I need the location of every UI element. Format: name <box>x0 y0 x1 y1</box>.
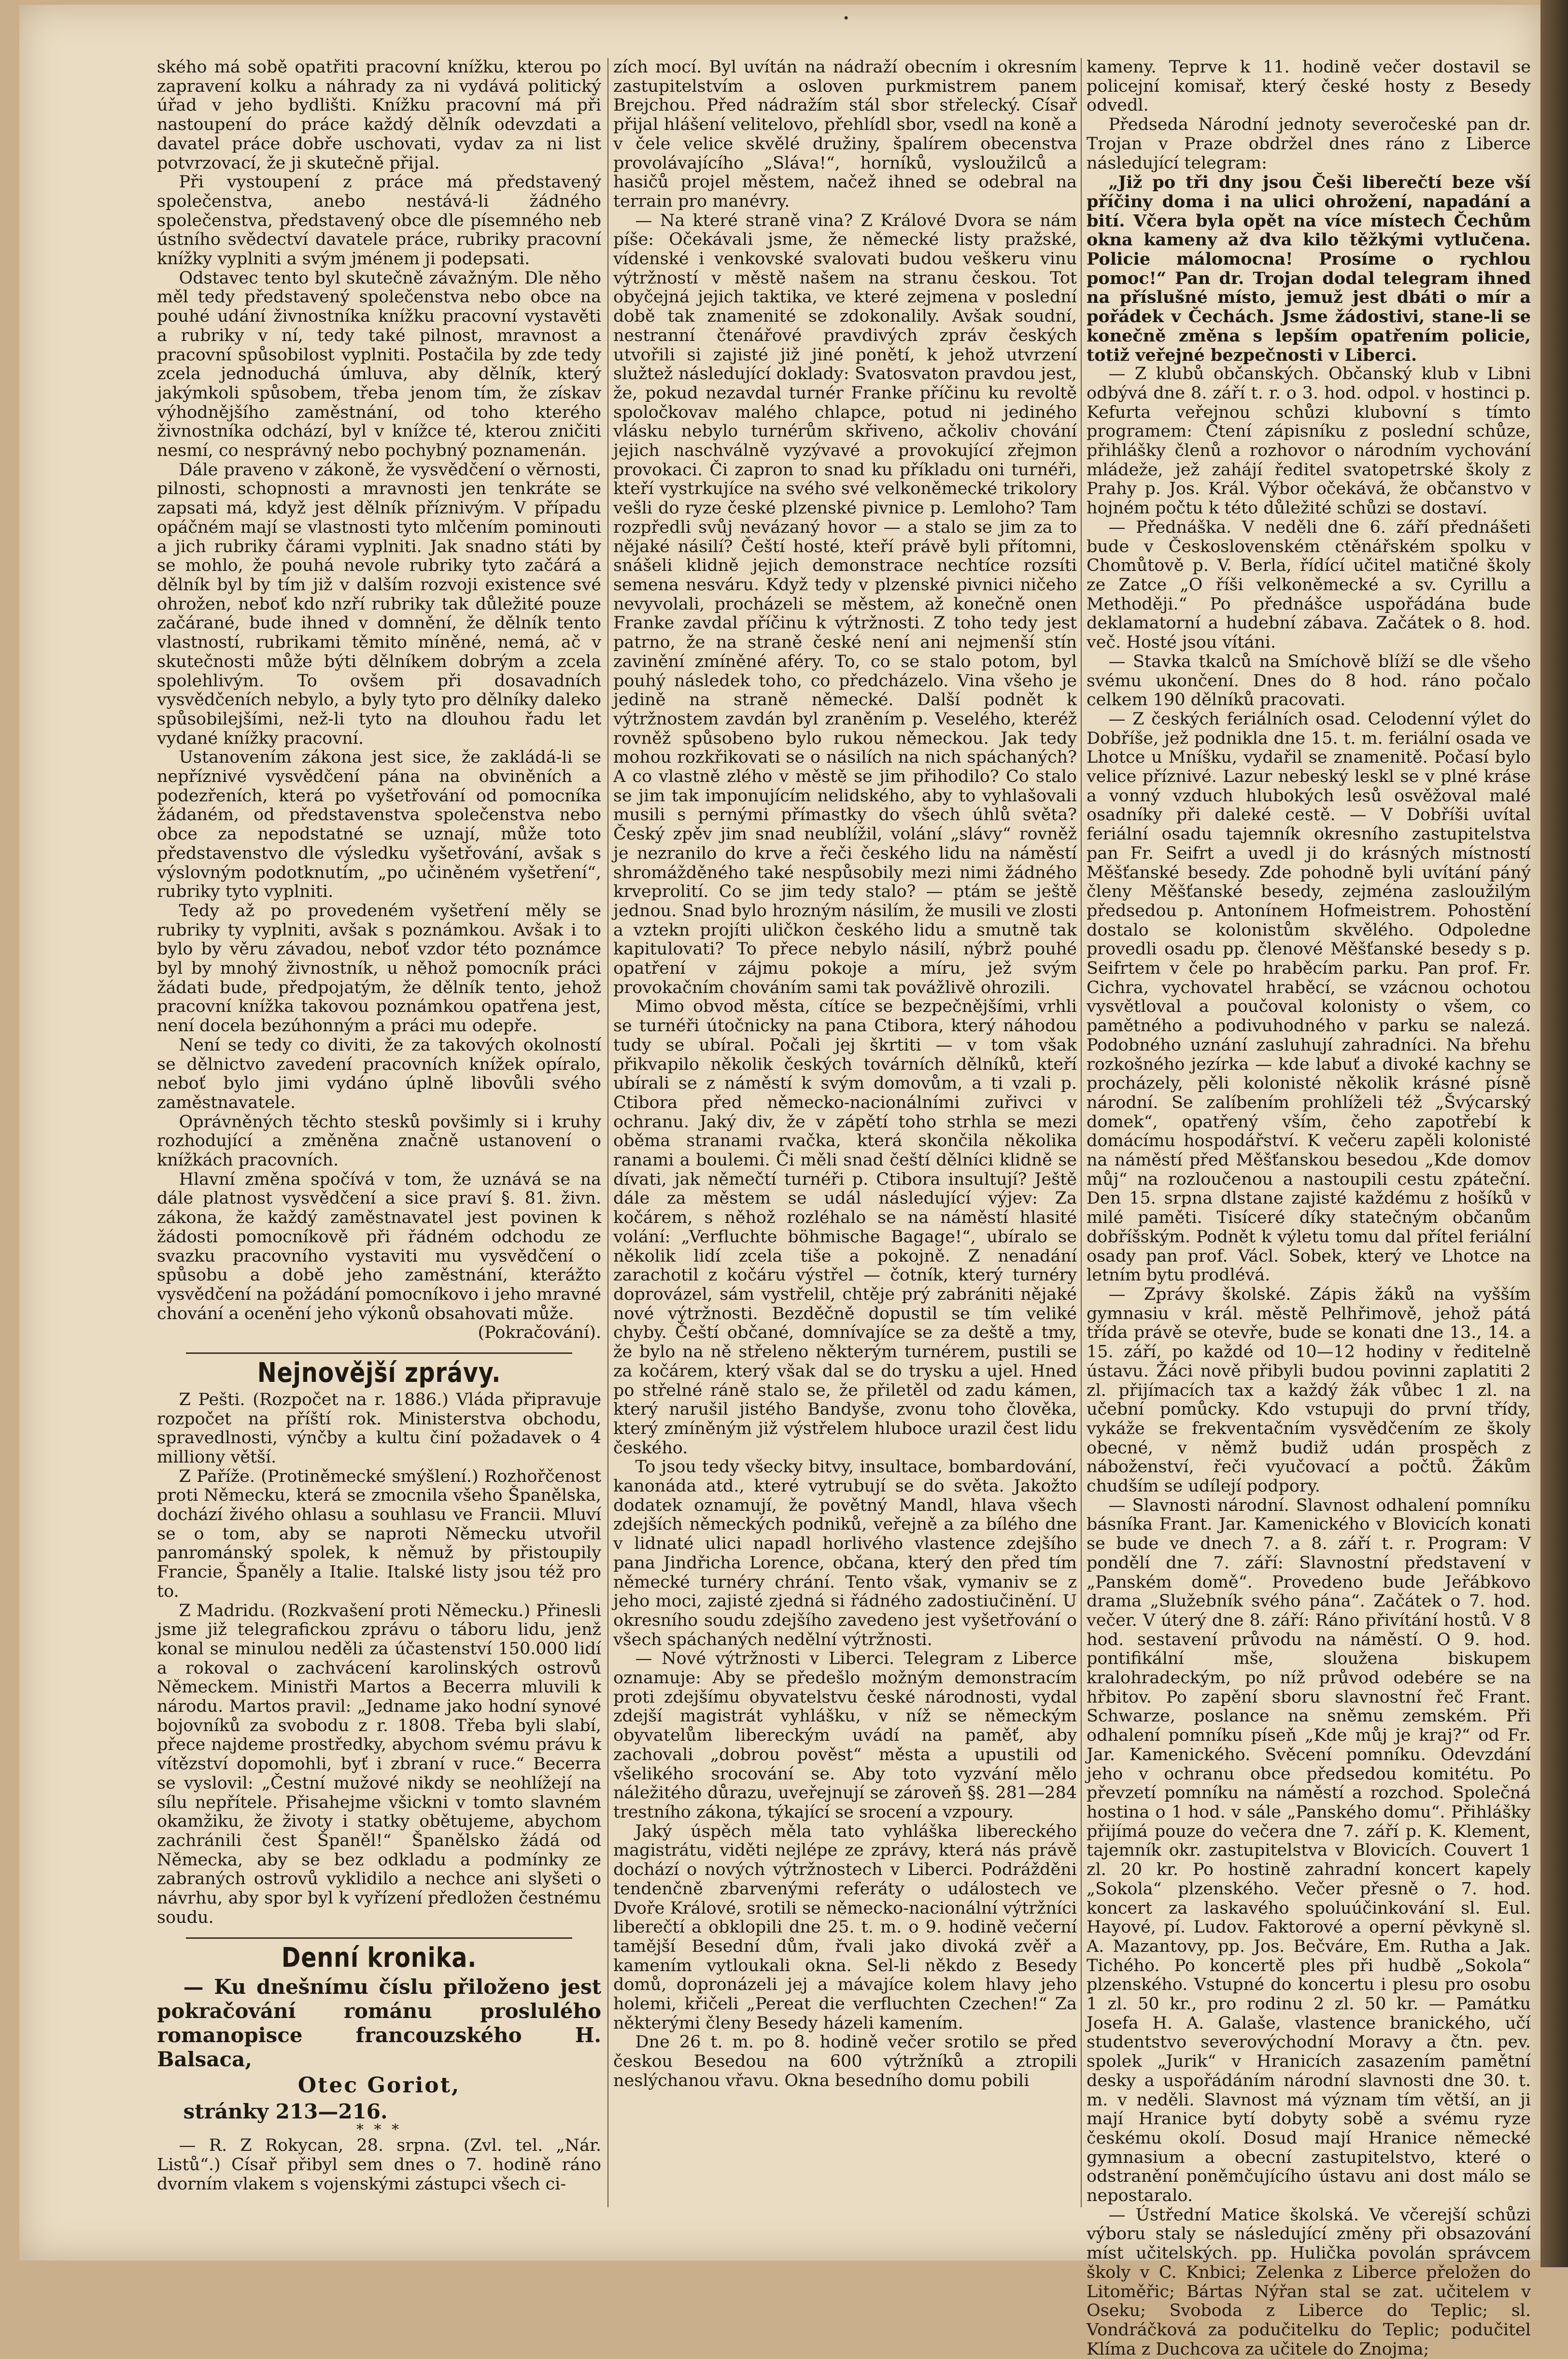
paragraph: — Z klubů občanských. Občanský klub v Libni odbývá dne 8. září t. r. o 3. hod. odpol. v hostinci p. Kefurta veřejnou schůzi klubovní s tímto programem: Čtení zápisníku z poslední schůze, přihlášky členů a rozhovor o národním vychování mládeže, jež zahájí ředitel svatopetrské školy z Prahy p. Jos. Král. Výbor očekává, že občanstvo v hojném počtu k této důležité schůzi se dostaví. <box>1087 364 1531 518</box>
paragraph: Dále praveno v zákoně, že vysvědčení o věrnosti, pilnosti, schopnosti a mravnosti jen tenkráte se zapsati má, když jest dělník příznivým. V případu opáčném mají se vlastnosti tyto mlčením pominouti a jich rubriky čárami vyplniti. Jak snadno státi by se mohlo, že pouhá nevole rubriky tyto začárá a dělník byl by tím již v dalším rozvoji existence své ohrožen, neboť kdo nzří rubriky tak důležité pouze začárané, bude ihned v domnění, že dělník tento vlastností, rubrikami těmito míněné, nemá, ač v skutečnosti může býti dělníkem dobrým a zcela spolehlivým. To ovšem při dosavadních vysvědčeních nebylo, a byly tyto pro dělníky daleko spůsobilejšími, než-li tyto na dlouhou řadu let vydané knížky pracovní. <box>157 460 601 748</box>
section-heading-news: Nejnovější zprávy. <box>257 1357 501 1389</box>
paragraph: Tedy až po provedeném vyšetření měly se rubriky ty vyplniti, avšak s poznámkou. Avšak i to bylo by věru závadou, neboť vzdor této poznámce byl by mnohý živnostník, u něhož pomocník práci žádati bude, předpojatým, že dělník tento, jehož pracovní knížka takovou poznámkou opatřena jest, není docela bezúhonným a práci mu odepře. <box>157 901 601 1036</box>
column-3 <box>1087 57 1531 2359</box>
paragraph: Ustanovením zákona jest sice, že zakládá-li se nepříznivé vysvědčení pána na obviněních a podezřeních, která po vyšetřování od pomocníka žádaném, od představenstva společenstva nebo obce za nepodstatné se uznají, může toto představenstvo dle výsledku vyšetřování, avšak s výslovným podotknutím, „po učiněném vyšetření“, rubriky tyto vyplniti. <box>157 748 601 902</box>
paragraph: Není se tedy co diviti, že za takových okolností se dělnictvo zavedení pracovních knížek opíralo, neboť bylo jimi vydáno úplně libovůli svého zaměstnavatele. <box>157 1035 601 1112</box>
paragraph: — Z českých feriálních osad. Celodenní výlet do Dobříše, jež podnikla dne 15. t. m. feriální osada ve Lhotce u Mníšku, vydařil se znamenitě. Počasí bylo velice příznivé. Lazur nebeský leskl se v plné kráse a vonný vzduch hlubokých lesů osvěžoval malé osadníky při daleké cestě. — V Dobříši uvítal feriální osadu tajemník okresního zastupitelstva pan Fr. Seifrt a uvedl ji do krásných místností Měšťanské besedy. Zde pohodně byli uvítání páný členy Měšťanské besedy, zejména zasloužilým předsedou p. Antonínem Hofmeistrem. Pohostění dostalo se kolonistům skvělého. Odpoledne provedli osadu pp. členové Měšťanské besedy s p. Seifrtem v čele po hraběcím parku. Pan prof. Fr. Cichra, vychovatel hraběcí, se vzácnou ochotou vysvětloval a poučoval kolonisty o všem, co pamětného a podivuhodného v parku se nalezá. Podobného uznání zasluhují zahradníci. Na břehu rozkošného jezírka — kde labuť a divoké kachny se procházely, pěli kolonisté několik krásné písně národní. Se zalíbením prohlíželi též „Švýcarský domek“, opatřený vším, čeho zapotřebí k domácímu hospodářství. K večeru zapěli kolonisté na náměstí před Měšťanskou besedou „Kde domov můj“ na rozloučenou a nastoupili cestu zpáteční. Den 15. srpna dlstane zajisté každému z hošíků v milé paměti. Tisíceré díky statečným občanům dobříšským. Podnět k výletu tomu dal přítel feriální osady pan prof. Václ. Sobek, který ve Lhotce na letním bytu prodlévá. <box>1087 709 1531 1285</box>
news-item: Z Paříže. (Protiněmecké smýšlení.) Rozhořčenost proti Německu, která se zmocnila všeho Španělska, dochází živého ohlasu a souhlasu ve Francii. Mluví se o tom, aby se naproti Německu utvořil panrománský spolek, k němuž by přistoupily Francie, Španěly a Italie. Italské listy jsou též pro to. <box>157 1466 601 1601</box>
separator-stars: * * * <box>356 2121 402 2139</box>
paragraph: — Na které straně vina? Z Králové Dvora se nám píše: Očekávali jsme, že německé listy pražské, vídenské i venkovské svalovati budou veškeru vinu výtržností v městě našem na stranu českou. Tot obyčejná jejich taktika, ve které zejmena v poslední době tak znamenité se zdokonalily. Avšak soudní, nestranní čtenářové pravdivých zpráv českých utvořili si zajisté již jiné ponětí, k jehož utvrzení služtež následující doklady: Svatosvaton pravdou jest, že, pokud nezavdal turnér Franke příčinu ku revoltě spoločkovav malého chlapce, potud ni jediného vlásku nebylo turnérům skřiveno, ačkoliv chování jejich naschválně vyzývavé a provokující zřejmon provokaci. Či zapron to snad ku příkladu oni turnéři, kteří vystrkujíce na svého své velkoněmecké trikolory vešli do ryze české plzenské pivnice p. Lemloho? Tam rozpředli svůj nevázaný hovor — a stalo se jim za to nějaké násilí? Čeští hosté, kteří právě byli přítomni, snášeli klidně jejich demonstrace nechtíce rozsíti semena nesváru. Když tedy v plzenské pivnici ničeho nevyvolali, procházeli se městem, až konečně onen Franke zavdal příčinu k výtržnosti. Z toho tedy jest patrno, že na straně české není ani nejmenší stín zavinění zmíněné aféry. To, co se stalo potom, byl pouhý následek toho, co předcházelo. Vina všeho je jedině na straně německé. Další podnět k výtržnostem zavdán byl zraněním p. Veselého, kteréž rovněž spůsobeno bylo rukou německou. Jak tedy mohou rozkřikovati se o násilích na nich spáchaných? A co vlastně zlého v městě se jim přihodilo? Co stalo se jim tak imponujícím nelidského, aby to vyhlašovali musili s pernými přímastky do všech úhlů světa? Český zpěv jim snad neublížil, volání „slávy“ rovněž je nezranilo do krve a řeči českého lidu na náměstí shromážděného také nespůsobily mezi nimi žádného krveprolití. Co se jim tedy stalo? — ptám se ještě jednou. Snad bylo hrozným násilím, že musili ve zlosti a vztekn projíti uličkon českého lidu a smutně tak kapitulovati? To přece nebylo násilí, nýbrž pouhé opatření v zájmu pokoje a míru, jež svým provokačním chováním sami tak povážlivě ohrozili. <box>613 211 1077 997</box>
paragraph: Oprávněných těchto stesků povšimly si i kruhy rozhodující a změněna značně ustanovení o knížkách pracovních. <box>157 1112 601 1170</box>
supplement-notice: — Ku dnešnímu číslu přiloženo jest pokračování románu proslulého romanopisce francouzského H. Balsaca, <box>157 1975 601 2072</box>
news-item: Z Pešti. (Rozpočet na r. 1886.) Vláda připravuje rozpočet na příští rok. Ministerstva obchodu, spravedlnosti, výnčby a kultu činí požadavek o 4 milliony větší. <box>157 1390 601 1467</box>
paragraph: Při vystoupení z práce má představený společenstva, anebo nestává-li žádného společenstva, představený obce dle písemného neb ústního svědectví davatele práce, rubriky pracovní knížky vyplniti a svým jménem ji podepsati. <box>157 172 601 269</box>
paragraph: zích mocí. Byl uvítán na nádraží obecním i okresním zastupitelstvím a osloven purkmistrem panem Brejchou. Před nádražím stál sbor střelecký. Císař přijal hlášení velitelovo, přehlídl sbor, vsedl na koně a v čele velice skvělé družiny, špalírem obecenstva provolávajícího „Sláva!“, horníků, vysloužilců a hasičů projel městem, načež ihned se odebral na terrain pro manévry. <box>613 57 1077 211</box>
paragraph: Odstavec tento byl skutečně závažným. Dle něho měl tedy představený společenstva nebo obce na pouhé udání živnostníka knížku pracovní vystavěti a rubriky v ní, tedy také pilnost, mravnost a pracovní spůsobilost vyplniti. Postačila by zde tedy zcela jednoduchá úmluva, aby dělník, který jakýmkoli spůsobem, třeba jenom tím, že získav výhodnějšího zaměstnání, od toho kterého živnostníka odchází, byl v knížce té, kterou zničiti nesmí, co nesprávný nebo pochybný poznamenán. <box>157 268 601 461</box>
paragraph: Mimo obvod města, cítíce se bezpečnějšími, vrhli se turnéři útočnicky na pana Ctibora, který náhodou tudy se ubíral. Počali jej škrtiti — v tom však přikvapilo několik českých továrních dělníků, kteří ubírali se z náměstí k svým domovům, a ti vzali p. Ctibora před německo-nacionálními zuřivci v ochranu. Jaký div, že v zápětí toho strhla se mezi oběma stranami rvačka, která skončila několika ranami a boulemi. Či měli snad čeští dělníci klidně se dívati, jak němečtí turnéři p. Ctibora insultují? Ještě dále za městem se udál následující výjev: Za kočárem, s něhož rozléhalo se na náměstí hlasité volání: „Verfluchte böhmische Bagage!“, ubíralo se několik lidí zcela tiše a pokojně. Z nenadání zarachotil z kočáru výstřel — čotník, který turnéry doprovázel, sám vystřelil, chtěje prý zabrániti nějaké nové výtržnosti. Bezděčně dopustil se tím veliké chyby. Čeští občané, domnívajíce se za deště a tmy, že bylo na ně střeleno některým turnérem, pustili se za kočárem, který však dal se do trysku a ujel. Hned po střelné ráně stalo se, že přiletěl od zadu kámen, který narušil jistého Bandyše, zvonu toho člověka, který zmíněným již výstřelem hluboce urazil čest lidu českého. <box>613 997 1077 1458</box>
paragraph: — Ústřední Matice školská. Ve včerejší schůzi výboru staly se následující změny při obsazování míst učitelských. pp. Hulička povolán správcem školy v C. Knbici; Zelenka z Liberce přeložen do Litoměřic; Bártas Nýřan stal se zat. učitelem v Oseku; Svoboda z Liberce do Teplic; sl. Vondráčková za podučitelku do Teplic; podučitel Klíma z Duchcova za učitele do Znojma; <box>1087 2205 1531 2359</box>
newspaper-page <box>19 5 1540 2359</box>
paragraph: ského má sobě opatřiti pracovní knížku, kterou po zapravení kolku a náhrady za ni vydává politický úřad v jeho bydlišti. Knížku pracovní má při nastoupení do práce každý dělník odevzdati a davatel práce dobře uschovati, vydav za ni list potvrzovací, že ji skutečně přijal. <box>157 57 601 173</box>
paragraph: Jaký úspěch měla tato vyhláška libereckého magistrátu, viděti nejlépe ze zprávy, která nás právě dochází o nových výtržnostech v Liberci. Podrážděni tendenčně zbarvenými referáty o událostech ve Dvoře Králové, srotili se německo-nacionální výtržníci liberečtí a obklopili dne 25. t. m. o 9. hodině večerní tamější Besední dům, řvali jako divoká zvěř a kamením vytloukali okna. Sel-li někdo z Besedy domů, dopronázeli jej a mávajíce kolem hlavy jeho holemi, křičeli „Pereat die verfluchten Czechen!“ Za některými členy Besedy házeli kamením. <box>613 1821 1077 2033</box>
section-divider <box>186 1352 572 1354</box>
page-mark: • <box>843 12 850 25</box>
paragraph: Hlavní změna spočívá v tom, že uznává se na dále platnost vysvědčení a sice praví §. 81. živn. zákona, že každý zaměstnavatel jest povinen k žádosti pomocníkově při řádném odchodu ze svazku pracovního vystaviti mu vysvědčení o spůsobu a době jeho zaměstnání, kterážto vysvědčení na požádání pomocníkovo i jeho mravné chování a ocenění jeho výkonů obsahovati může. <box>157 1169 601 1323</box>
column-rule <box>607 58 608 2207</box>
paragraph: — Stavka tkalců na Smíchově blíží se dle všeho svému ukončení. Dnes do 8 hod. ráno počalo celkem 190 dělníků pracovati. <box>1087 652 1531 710</box>
paragraph: kameny. Teprve k 11. hodině večer dostavil se policejní komisař, který české hosty z Besedy odvedl. <box>1087 57 1531 115</box>
continuation-note: (Pokračování). <box>478 1323 601 1343</box>
section-heading-chronicle: Denní kronika. <box>281 1942 477 1974</box>
paragraph: Dne 26 t. m. po 8. hodině večer srotilo se před českou Besedou na 600 výtržníků a ztropili neslýchanou vřavu. Okna besedního domu pobili <box>613 2032 1077 2090</box>
paragraph: — Nové výtržnosti v Liberci. Telegram z Liberce oznamuje: Aby se předešlo možným demonstracím proti zdejšímu obyvatelstvu české národnosti, vydal zdejší magistrát vyhlášku, v níž se německým obyvatelům libereckým uvádí na paměť, aby zachovali „dobrou pověst“ města a upustili od všelikého srocování se. Aby toto vyzvání mělo náležitého důrazu, uveřejnují se zároveň §§. 281—284 trestního zákona, týkající se srocení a vzpoury. <box>613 1649 1077 1822</box>
column-rule <box>1081 58 1082 2207</box>
news-item: Z Madridu. (Rozkvašení proti Německu.) Přinesli jsme již telegrafickou zprávu o táboru lidu, jenž konal se minulou neděli za účastenství 150.000 lidí a rokoval o zachvácení karolinských ostrovů Německem. Ministři Martos a Becerra mluvili k národu. Martos pravil: „Jedname jako hodní synové bojovníků za svobodu z r. 1808. Třeba byli slabí, přece najdeme prostředky, abychom svému právu k vítězství dopomohli, byť i zbraní v ruce.“ Becerra se vyslovil: „Čestní mužové nikdy se neohlížejí na sílu nepřítele. Přisahejme všickni v tomto slavném okamžiku, že životy i statky obětujeme, abychom zachránili čest Španěl!“ Španělsko žádá od Německa, aby se bez odkladu a podmínky ze zabraných ostrovů vyklidilo a nechce ani slyšeti o návrhu, aby spor byl k vyřízení předložen čestnému soudu. <box>157 1601 601 1927</box>
page-edge <box>1540 0 1568 2267</box>
novel-title: Otec Goriot, <box>297 2073 461 2098</box>
paragraph: — Přednáška. V neděli dne 6. září přednášeti bude v Československém ctěnářském spolku v Chomůtově p. V. Berla, řídící učitel matičné školy ze Zatce „O říši velkoněmecké a sv. Cyrillu a Methoději.“ Po přednášce uspořádána bude deklamatorní a hudební zábava. Začátek o 8. hod. več. Hosté jsou vítáni. <box>1087 517 1531 653</box>
novel-pages: stránky 213—216. <box>183 2100 388 2124</box>
section-divider <box>186 1937 572 1939</box>
paragraph: Předseda Národní jednoty severočeské pan dr. Trojan v Praze obdržel dnes ráno z Liberce následující telegram: <box>1087 115 1531 173</box>
paragraph: — Zprávy školské. Zápis žáků na vyšším gymnasiu v král. městě Pelhřimově, jehož pátá třída právě se otevře, bude se konati dne 13., 14. a 15. září, po každé od 10—12 hodiny v ředitelně ústavu. Žáci nově přibyli budou povinni zaplatiti 2 zl. přijímacích tax a každý žák vůbec 1 zl. na učební pomůcky. Kdo vstupuji do první třídy, vykáže se frekventačním vysvědčením ze školy obecné, v němž budiž udán prospěch z náboženství, řeči vyučovací a počtů. Žákům chudším se udílejí podpory. <box>1087 1285 1531 1496</box>
paragraph: — Slavnosti národní. Slavnost odhalení pomníku básníka Frant. Jar. Kamenického v Blovicích konati se bude ve dnech 7. a 8. září t. r. Program: V pondělí dne 7. září: Slavnostní představení v „Panském domě“. Provedeno bude Jeřábkovo drama „Služebník svého pána“. Začátek o 7. hod. večer. V úterý dne 8. září: Ráno přivítání hostů. V 8 hod. sestavení průvodu na náměstí. O 9. hod. pontifikální mše, sloužena biskupem kralohradeckým, po níž průvod odebére se na hřbitov. Po zapění sboru slavnostní řeč Frant. Schwarze, poslance na sněmu zemském. Při odhalení pomníku píseň „Kde můj je kraj?“ od Fr. Jar. Kamenického. Svěcení pomníku. Odevzdání jeho v ochranu obce předsedou komitétu. Po převzetí pomníku na náměstí a rozchod. Společná hostina o 1 hod. v sále „Panského domu“. Přihlášky přijímá pouze do večera dne 7. září p. K. Klement, tajemník okr. zastupitelstva v Blovicích. Couvert 1 zl. 20 kr. Po hostině zahradní koncert kapely „Sokola“ plzenského. Večer přesně o 7. hod. koncert za laskavého spoluúčinkování sl. Eul. Hayové, pí. Ludov. Faktorové a operní pěvkyně sl. A. Mazantovy, pp. Jos. Bečváre, Em. Rutha a Jak. Tichého. Po koncertě ples při hudbě „Sokola“ plzenského. Vstupné do koncertu i plesu pro osobu 1 zl. 50 kr., pro rodinu 2 zl. 50 kr. — Památku Josefa H. A. Galaše, vlastence branického, učí studentstvo severovýchodní Moravy a čtn. pev. spolek „Jurik“ v Hranicích zasazením pamětní desky a uspořádáním národní slavnosti dne 30. t. m. v neděli. Slavnost má význam tím větší, an ji mají Hranice bytí dobyty sobě a svému ryze českému okolí. Dosud mají Hranice německé gymnasium a obecní zastupitelstvo, které o odstranění poněmčujícího ústavu ani dost málo se nepostaralo. <box>1087 1495 1531 2206</box>
column-1 <box>157 58 601 2241</box>
news-item: — R. Z Rokycan, 28. srpna. (Zvl. tel. „Nár. Listů“.) Císař přibyl sem dnes o 7. hodině ráno dvorním vlakem s vojenskými zástupci všech ci- <box>157 2136 601 2194</box>
paragraph: To jsou tedy všecky bitvy, insultace, bombardování, kanonáda atd., které vytrubují se do světa. Jakožto dodatek oznamují, že povětný Mandl, hlava všech zdejších německých podniků, veřejně a za bílého dne v lidnaté ulici napadl horlivého vlastence zdejšího pana Jindřicha Lorence, občana, který den před tím německé turnéry chrání. Tento však, vymaniv se z jeho moci, zajisté zjedná si řádného zadostiučinění. U okresního soudu zdejšího zavedeno jest vyšetřování o všech spáchaných nedělní výtržnosti. <box>613 1457 1077 1649</box>
telegram-quote: „Již po tři dny jsou Češi liberečtí beze vší příčiny doma i na ulici ohrožení, napadání a bití. Včera byla opět na více místech Čechům okna kameny až dva kilo těžkými vytlučena. Policie málomocna! Prosíme o rychlou pomoc!“ Pan dr. Trojan dodal telegram ihned na příslušné místo, jemuž jest dbáti o mír a pořádek v Čechách. Jsme žádostivi, stane-li se konečně změna s lepším opatřením policie, totiž veřejné bezpečnosti v Liberci. <box>1087 172 1531 365</box>
column-2 <box>613 58 1077 2241</box>
